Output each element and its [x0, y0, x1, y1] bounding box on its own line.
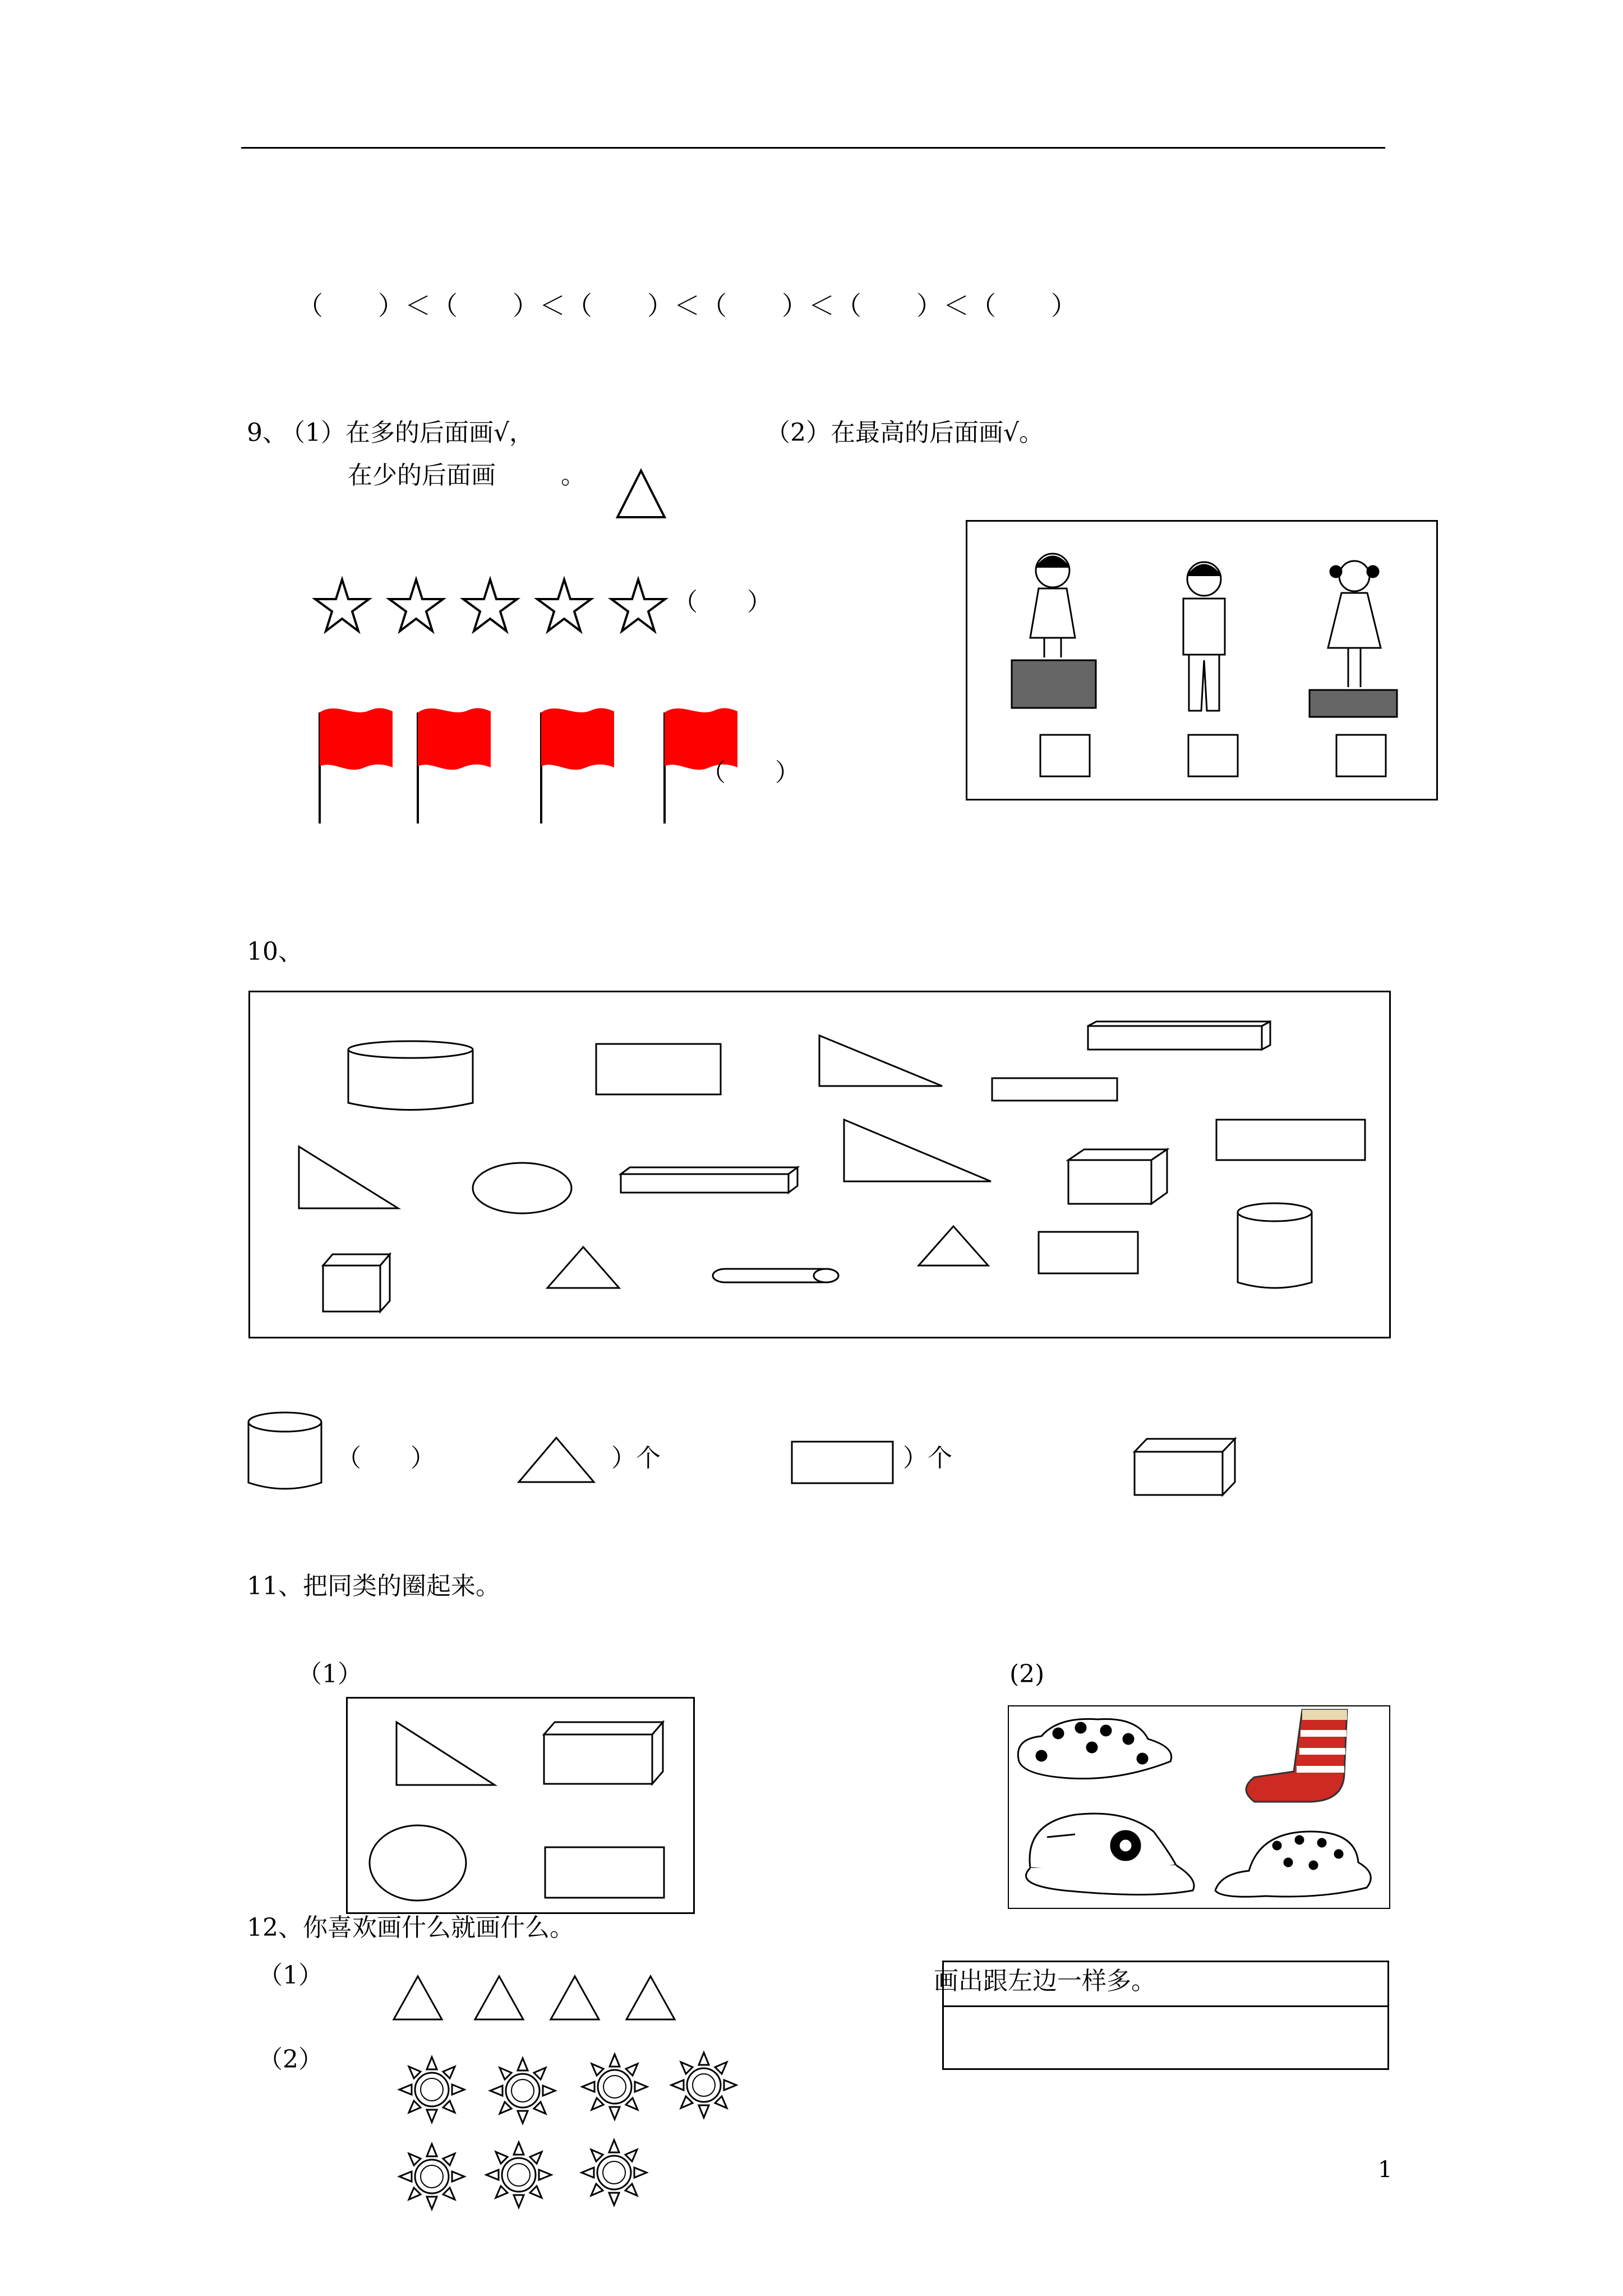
- triangle-shape: [299, 1147, 398, 1208]
- q9-part1-line2: 在少的后面画: [348, 461, 496, 490]
- rectangle-answer-icon: [791, 1441, 895, 1485]
- baseball-cap-icon: [1026, 1814, 1195, 1895]
- children-illustration: [966, 520, 1438, 800]
- cuboid-shape: [1088, 1022, 1270, 1050]
- triangle-icon: [394, 1976, 442, 2019]
- rectangle-shape: [596, 1044, 721, 1094]
- sun-icon: [671, 2053, 736, 2118]
- triangle-shape: [844, 1120, 991, 1181]
- shapes-collection: [248, 991, 1391, 1338]
- sun-hat-icon: [1018, 1719, 1171, 1778]
- cube-shape: [323, 1254, 390, 1312]
- answer-box-1: [1040, 735, 1090, 776]
- triangle-symbol-icon: [616, 469, 666, 519]
- q12-draw-hint: 画出跟左边一样多。: [934, 1967, 1156, 1995]
- answer-box-3: [1336, 735, 1386, 776]
- triangle-answer-icon: [517, 1436, 596, 1484]
- header-rule: [241, 147, 1385, 149]
- triangle-count-suffix: ）个: [611, 1444, 661, 1473]
- q12-part2-label: （2）: [258, 2045, 323, 2074]
- rectangle-count-suffix: ）个: [903, 1444, 952, 1473]
- q12-part1-label: （1）: [258, 1961, 323, 1990]
- flags-row: [314, 701, 751, 830]
- triangle-shape: [819, 1036, 942, 1086]
- sun-icon: [486, 2142, 551, 2207]
- cuboid-shape: [544, 1722, 663, 1784]
- girl-on-low-block-icon: [1310, 561, 1397, 717]
- rectangle-shape: [1039, 1232, 1138, 1273]
- cuboid-answer-icon: [1133, 1436, 1237, 1498]
- cylinder-shape: [348, 1041, 473, 1110]
- girl-on-block-icon: [1012, 554, 1096, 708]
- answer-box-2: [1188, 735, 1238, 776]
- q12-suns: [393, 2056, 751, 2224]
- q9-star-answer-paren[interactable]: （ ）: [673, 588, 772, 616]
- flag-icon: [320, 708, 393, 770]
- cylinder-answer-icon: [247, 1411, 325, 1495]
- page-number: 1: [1378, 2157, 1393, 2183]
- q10-number: 10、: [247, 937, 303, 966]
- triangle-shape: [919, 1226, 988, 1266]
- q12-title: 12、你喜欢画什么就画什么。: [247, 1913, 574, 1942]
- triangle-shape: [547, 1247, 619, 1288]
- boy-standing-icon: [1183, 562, 1225, 711]
- q9-part1-line1: （1）在多的后面画√，: [280, 418, 534, 447]
- q9-flag-answer-paren[interactable]: （ ）: [701, 758, 800, 787]
- q9-part2: （2）在最高的后面画√。: [766, 418, 1044, 447]
- q11-items: [1008, 1705, 1390, 1909]
- q9-part1-line2-end: 。: [561, 461, 585, 490]
- cylinder-lying-shape: [713, 1269, 838, 1282]
- q12-draw-box-divider: [942, 2005, 1389, 2007]
- triangle-shape: [396, 1722, 495, 1785]
- sun-icon: [582, 2054, 647, 2119]
- cuboid-shape: [1068, 1149, 1167, 1204]
- ellipse-shape: [473, 1163, 571, 1213]
- q12-triangles-row: [393, 1975, 684, 2022]
- sun-icon: [582, 2140, 647, 2205]
- cylinder-count-paren[interactable]: （ ）: [336, 1444, 435, 1473]
- sun-hat-icon: [1215, 1832, 1371, 1897]
- q11-part1-label: （1）: [297, 1660, 362, 1688]
- comparison-row: （ ）＜（ ）＜（ ）＜（ ）＜（ ）＜（ ）: [297, 291, 1078, 321]
- sock-icon: [1246, 1710, 1347, 1802]
- sun-icon: [399, 2057, 464, 2122]
- rectangle-shape: [1216, 1120, 1365, 1160]
- q11-shapes: [346, 1697, 695, 1914]
- q11-title: 11、把同类的圈起来。: [247, 1572, 500, 1600]
- star-icon: [315, 579, 369, 631]
- sun-icon: [490, 2058, 555, 2123]
- q11-part2-label: (2): [1009, 1660, 1045, 1688]
- circle-shape: [370, 1825, 466, 1901]
- cuboid-shape: [621, 1167, 797, 1193]
- rectangle-shape: [545, 1847, 664, 1898]
- stars-row: [314, 577, 673, 638]
- sun-icon: [399, 2144, 464, 2209]
- rectangle-shape: [992, 1078, 1117, 1101]
- q9-number: 9、: [247, 418, 287, 447]
- cylinder-shape: [1238, 1203, 1312, 1288]
